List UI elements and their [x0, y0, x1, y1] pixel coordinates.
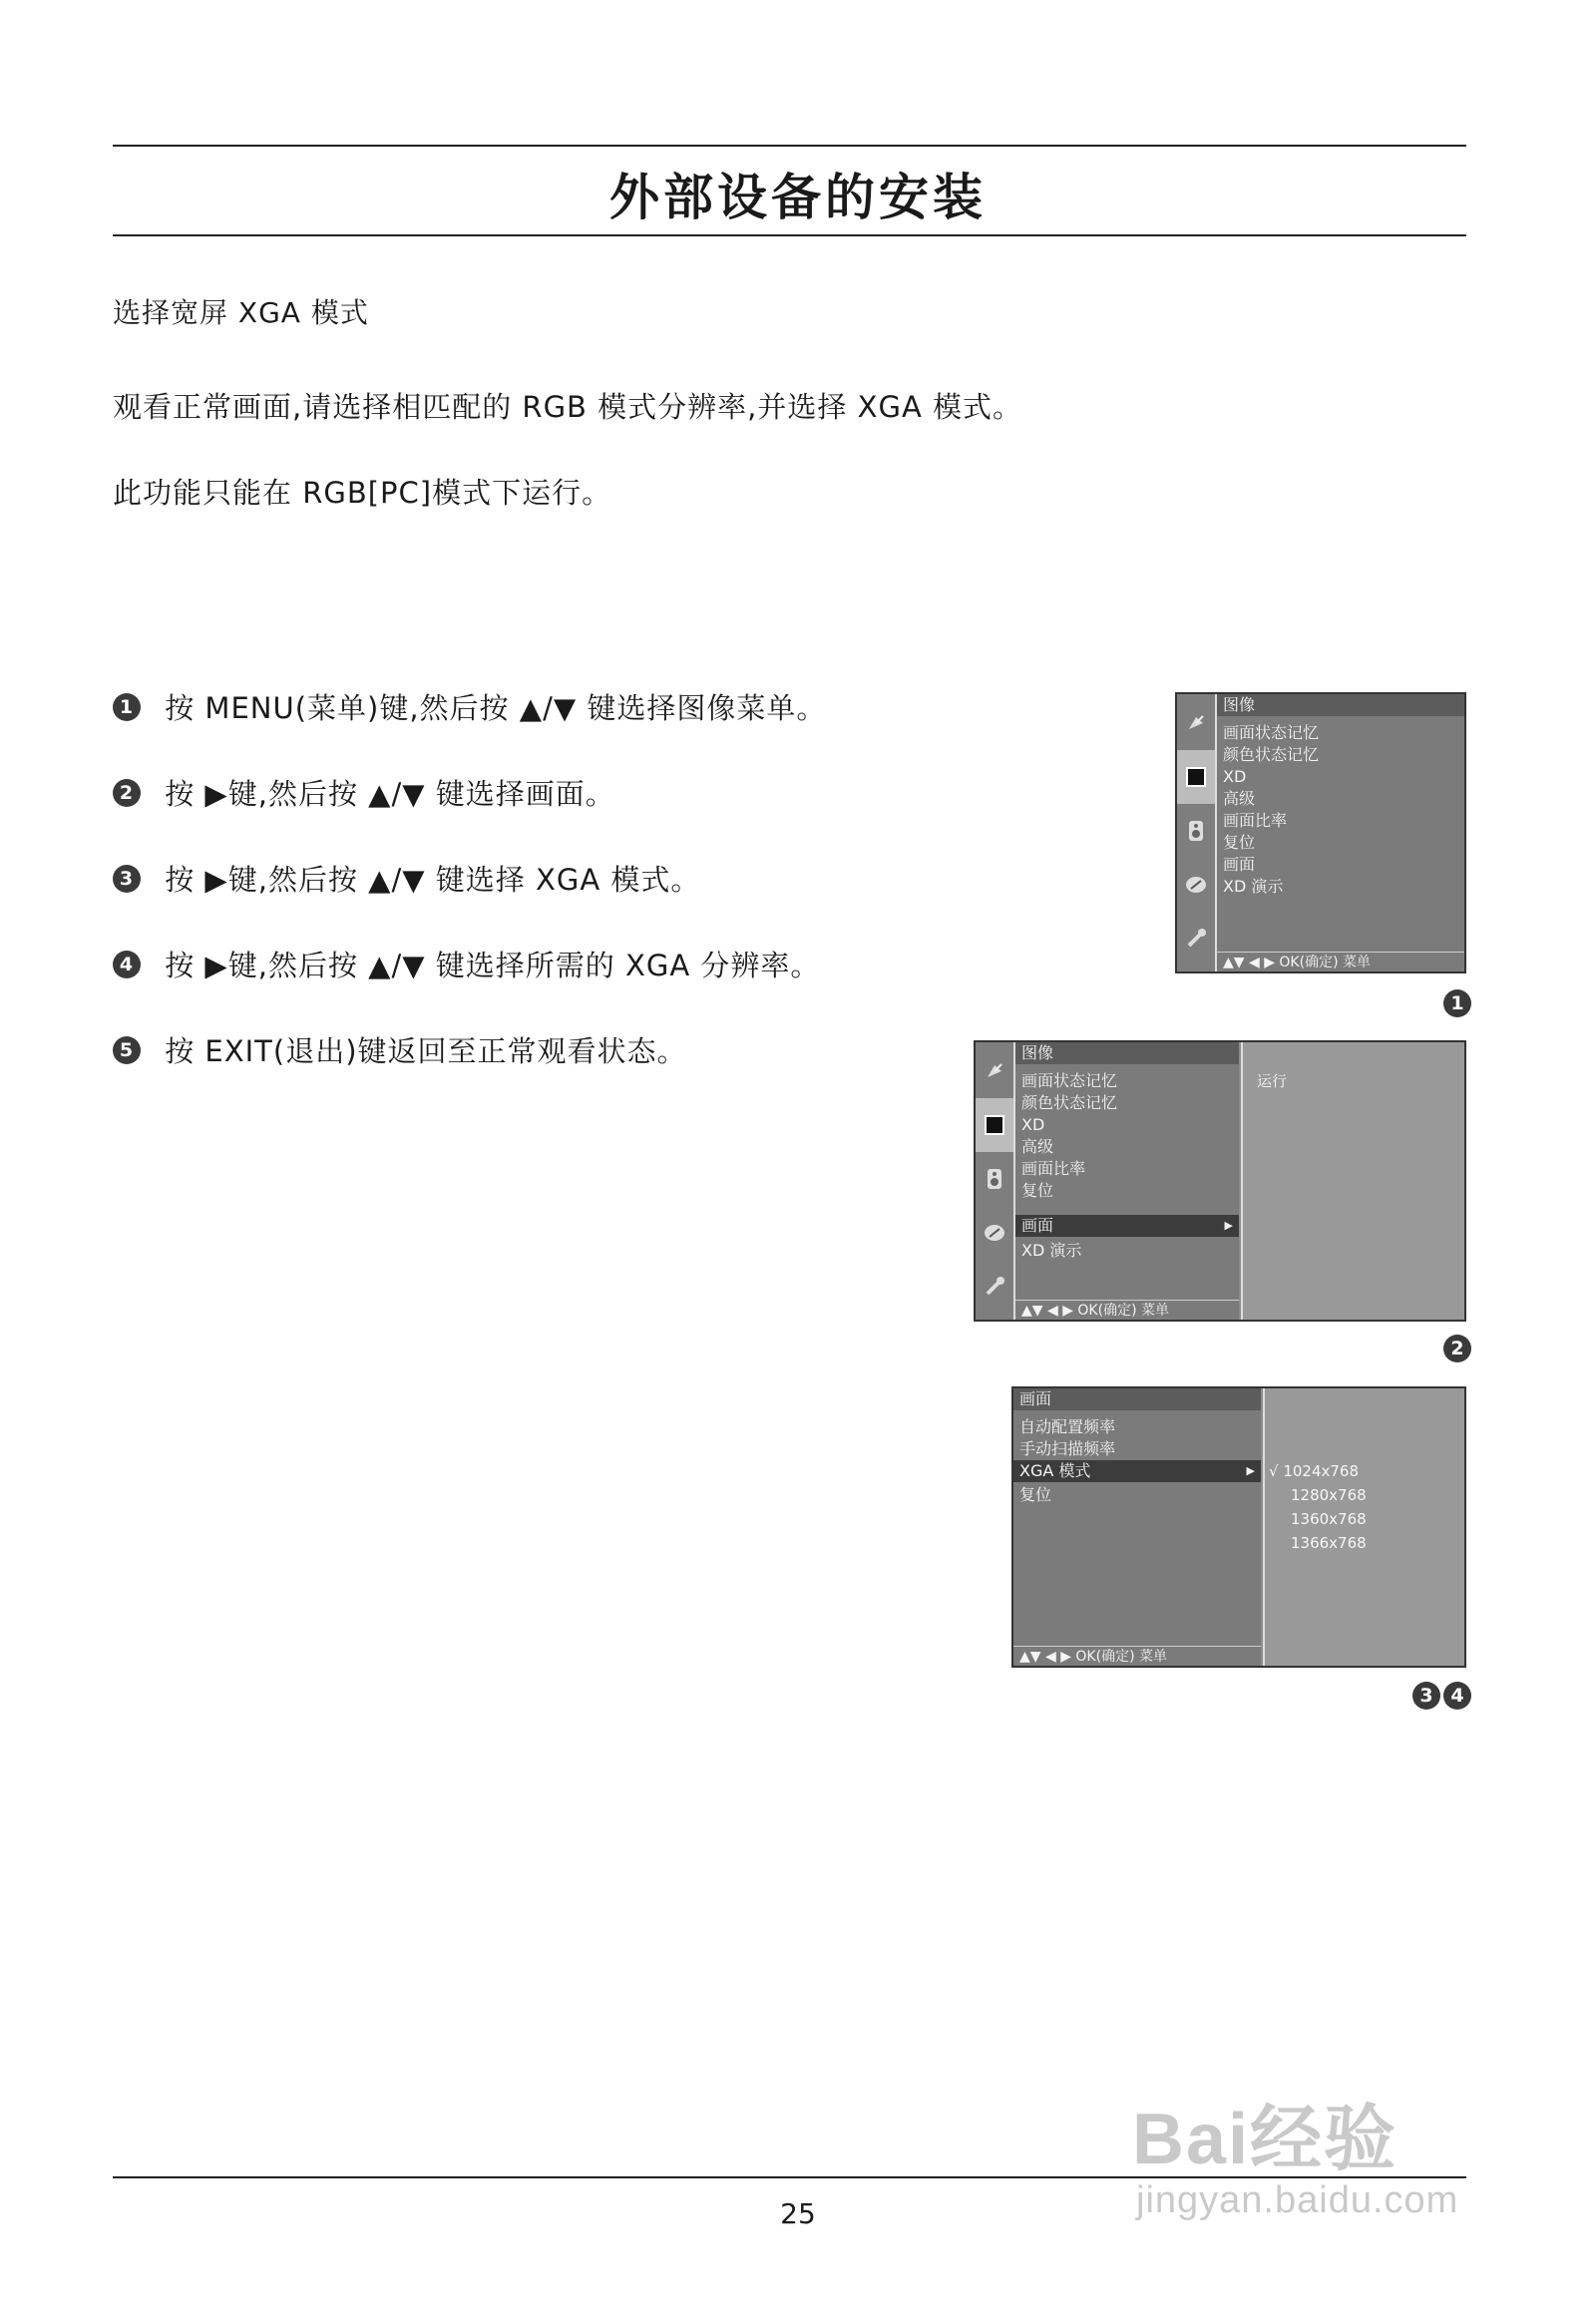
- step-text: 按 ▶键,然后按 ▲/▼ 键选择所需的 XGA 分辨率。: [155, 949, 821, 982]
- wrench-icon: [1177, 912, 1215, 966]
- baidu-watermark: [1132, 2100, 1458, 2222]
- osd-menu-item[interactable]: 高级: [1223, 789, 1256, 808]
- step-text: 按 ▶键,然后按 ▲/▼ 键选择 XGA 模式。: [155, 863, 701, 897]
- marker-number: 3: [1412, 1682, 1440, 1710]
- screen-marker-1: [1443, 989, 1471, 1017]
- osd-menu-item-selected[interactable]: [1015, 1215, 1239, 1237]
- step-text: 按 MENU(菜单)键,然后按 ▲/▼ 键选择图像菜单。: [155, 691, 827, 725]
- osd-resolution-option[interactable]: 1280x768: [1291, 1486, 1367, 1504]
- step-1: [113, 686, 826, 727]
- osd-menu-item[interactable]: XD: [1021, 1115, 1045, 1134]
- top-rule-lower: [113, 234, 1466, 236]
- osd-submenu: [1241, 1042, 1464, 1320]
- osd-icon-column: [976, 1042, 1015, 1320]
- osd-menu-item[interactable]: 复位: [1019, 1485, 1052, 1504]
- osd-resolution-option-selected[interactable]: √ 1024x768: [1269, 1462, 1360, 1480]
- osd-menu-item-selected[interactable]: [1013, 1460, 1261, 1482]
- step-3: [113, 858, 700, 899]
- step-5: [113, 1029, 687, 1070]
- osd-menu-item[interactable]: 画面: [1223, 855, 1256, 874]
- marker-number: 2: [1443, 1335, 1471, 1362]
- osd-menu-item[interactable]: 复位: [1021, 1181, 1054, 1200]
- step-number: 4: [113, 951, 141, 978]
- osd-screen-xga-mode: [1011, 1386, 1466, 1668]
- note-paragraph: 此功能只能在 RGB[PC]模式下运行。: [113, 476, 612, 510]
- step-number: 3: [113, 865, 141, 893]
- clock-icon: [1177, 858, 1215, 912]
- screen-marker-3-4: [1412, 1682, 1471, 1710]
- osd-menu-item-label: 画面: [1021, 1216, 1054, 1235]
- osd-menu-item[interactable]: 自动配置频率: [1019, 1417, 1116, 1436]
- osd-submenu: [1263, 1388, 1464, 1666]
- osd-menu: [1217, 694, 1464, 971]
- wrench-icon: [976, 1260, 1013, 1314]
- speaker-icon: [976, 1152, 1013, 1206]
- osd-screen-picture-menu: [1175, 692, 1466, 973]
- step-number: 5: [113, 1036, 141, 1064]
- picture-square-icon: [976, 1098, 1013, 1152]
- osd-menu-item[interactable]: 画面比率: [1223, 811, 1288, 830]
- screen-marker-2: [1443, 1335, 1471, 1362]
- step-text: 按 ▶键,然后按 ▲/▼ 键选择画面。: [155, 777, 615, 811]
- watermark-brand: Bai经验: [1132, 2100, 1398, 2179]
- satellite-dish-icon: [1177, 696, 1215, 750]
- section-subtitle: 选择宽屏 XGA 模式: [113, 296, 369, 329]
- marker-number: 4: [1443, 1682, 1471, 1710]
- top-rule-upper: [113, 145, 1466, 147]
- osd-menu-item[interactable]: 画面状态记忆: [1021, 1071, 1118, 1090]
- page-title: 外部设备的安装: [609, 169, 987, 226]
- osd-menu-header: 图像: [1217, 694, 1464, 716]
- osd-menu-item[interactable]: 复位: [1223, 833, 1256, 852]
- osd-menu-item-label: XGA 模式: [1019, 1461, 1091, 1480]
- picture-square-icon: [1177, 750, 1215, 804]
- step-number: 2: [113, 779, 141, 807]
- osd-footer-hint: ▲▼ ◀ ▶ OK(确定) 菜单: [1015, 1300, 1239, 1320]
- satellite-dish-icon: [976, 1044, 1013, 1098]
- osd-menu-item[interactable]: 颜色状态记忆: [1223, 745, 1320, 764]
- osd-menu-item[interactable]: 手动扫描频率: [1019, 1439, 1116, 1458]
- osd-menu-item[interactable]: XD: [1223, 767, 1247, 786]
- step-text: 按 EXIT(退出)键返回至正常观看状态。: [155, 1034, 687, 1068]
- arrow-right-icon: ▶: [1224, 1219, 1233, 1232]
- osd-menu-header: 图像: [1015, 1042, 1239, 1064]
- osd-menu-item[interactable]: XD 演示: [1021, 1241, 1082, 1260]
- osd-menu-header: 画面: [1013, 1388, 1261, 1410]
- osd-footer-hint: ▲▼ ◀ ▶ OK(确定) 菜单: [1217, 952, 1464, 971]
- osd-menu-item[interactable]: 画面比率: [1021, 1159, 1086, 1178]
- osd-resolution-option[interactable]: 1366x768: [1291, 1534, 1367, 1552]
- osd-menu: [1013, 1388, 1261, 1666]
- osd-footer-hint: ▲▼ ◀ ▶ OK(确定) 菜单: [1013, 1646, 1261, 1666]
- osd-menu-item[interactable]: XD 演示: [1223, 877, 1284, 896]
- osd-resolution-option[interactable]: 1360x768: [1291, 1510, 1367, 1528]
- marker-number: 1: [1443, 989, 1471, 1017]
- arrow-right-icon: ▶: [1246, 1464, 1255, 1477]
- page-number: 25: [780, 2197, 816, 2230]
- step-2: [113, 772, 615, 813]
- osd-menu-item[interactable]: 画面状态记忆: [1223, 723, 1320, 742]
- speaker-icon: [1177, 804, 1215, 858]
- osd-menu-item[interactable]: 颜色状态记忆: [1021, 1093, 1118, 1112]
- step-4: [113, 944, 820, 984]
- osd-screen-picture-submenu: [974, 1040, 1466, 1322]
- intro-paragraph: 观看正常画面,请选择相匹配的 RGB 模式分辨率,并选择 XGA 模式。: [113, 390, 1023, 424]
- watermark-url: jingyan.baidu.com: [1136, 2179, 1459, 2221]
- osd-icon-column: [1177, 694, 1217, 971]
- clock-icon: [976, 1206, 1013, 1260]
- step-number: 1: [113, 693, 141, 721]
- osd-submenu-item[interactable]: 运行: [1257, 1072, 1288, 1090]
- osd-menu: [1015, 1042, 1239, 1320]
- osd-menu-item[interactable]: 高级: [1021, 1137, 1054, 1156]
